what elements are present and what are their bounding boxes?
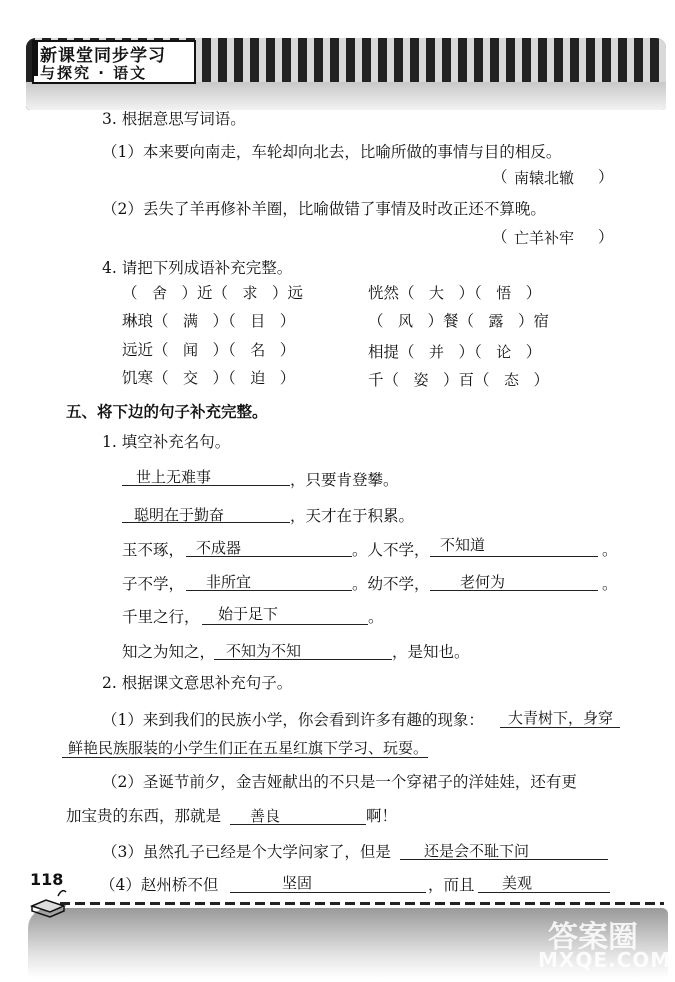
s5-l4-underline1	[186, 590, 352, 591]
s5-l3-underline2	[430, 556, 598, 557]
s5-l2-underline	[122, 522, 290, 523]
s5-l5-pre: 千里之行，	[122, 608, 200, 626]
s5-l2-answer: 聪明在于勤奋	[134, 506, 225, 524]
q3-item1-rparen: ）	[598, 168, 614, 186]
q4-title: 4. 请把下列成语补充完整。	[102, 259, 293, 277]
brand-title: 新课堂同步学习	[40, 46, 166, 66]
s5-l4-pre: 子不学，	[122, 575, 185, 593]
s5-l3-end: 。	[602, 541, 618, 559]
s5-q2-p3-text: （3）虽然孔子已经是个大学问家了，但是	[102, 843, 391, 861]
q3-title: 3. 根据意思写词语。	[102, 110, 246, 128]
s5-l1-answer: 世上无难事	[136, 468, 212, 486]
s5-q2-title: 2. 根据课文意思补充句子。	[102, 674, 293, 692]
s5-q2-p3-underline	[400, 859, 608, 860]
q3-item2-rparen: ）	[598, 228, 614, 246]
brand-subtitle: 与探究 · 语文	[40, 64, 148, 82]
s5-l4-a1: 非所宜	[206, 573, 252, 591]
s5-q2-p4-text: （4）赵州桥不但	[100, 876, 219, 894]
s5-q2-p2-text2: 加宝贵的东西，那就是	[66, 807, 222, 825]
s5-l3-a1: 不成器	[196, 539, 242, 557]
q3-item1-prompt: （1）本来要向南走，车轮却向北去，比喻所做的事情与目的相反。	[102, 143, 562, 161]
header-shade	[26, 82, 666, 110]
s5-l6-underline	[214, 659, 392, 660]
brand-bracket	[34, 42, 38, 76]
q3-item1-answer: 南辕北辙	[514, 169, 575, 187]
s5-q2-p2-end: 啊！	[366, 807, 398, 825]
book-icon	[28, 884, 68, 920]
s5-q2-p1-underline2	[62, 757, 428, 758]
s5-l3-pre: 玉不琢，	[122, 541, 185, 559]
s5-l4-mid: 。幼不学，	[352, 575, 430, 593]
s5-l6-a1: 不知为不知	[226, 642, 302, 660]
idiom-3: 琳琅（ 满 ）（ 目 ）	[122, 312, 296, 330]
idiom-7: 饥寒（ 交 ）（ 迫 ）	[122, 369, 296, 387]
s5-l6-end: ，是知也。	[392, 643, 470, 661]
idiom-4: （ 风 ）餐（ 露 ）宿	[368, 312, 550, 330]
s5-l5-end: 。	[368, 608, 384, 626]
s5-q2-p1-underline1	[500, 727, 620, 728]
s5-l4-underline2	[430, 590, 598, 591]
s5-l6-pre: 知之为知之，	[122, 643, 216, 661]
footer-dashed-line	[60, 902, 664, 905]
s5-q2-p1-text: （1）来到我们的民族小学，你会看到许多有趣的现象：	[102, 711, 484, 729]
s5-q2-p4-a1: 坚固	[282, 874, 313, 892]
section5-title: 五、将下边的句子补充完整。	[66, 403, 268, 421]
s5-l4-end: 。	[602, 575, 618, 593]
s5-q2-p2-text1: （2）圣诞节前夕，金吉娅献出的不只是一个穿裙子的洋娃娃，还有更	[102, 773, 577, 791]
s5-q1-title: 1. 填空补充名句。	[102, 433, 231, 451]
s5-l1-underline	[122, 485, 290, 486]
s5-q2-p3-a1: 还是会不耻下问	[424, 842, 530, 860]
q3-item2-prompt: （2）丢失了羊再修补羊圈，比喻做错了事情及时改正还不算晚。	[102, 200, 546, 218]
s5-l4-a2: 老何为	[460, 573, 506, 591]
idiom-2: 恍然（ 大 ）（ 悟 ）	[368, 284, 542, 302]
q3-item2-lparen: （	[492, 228, 508, 246]
q3-item1-lparen: （	[492, 168, 508, 186]
idiom-5: 远近（ 闻 ）（ 名 ）	[122, 341, 296, 359]
s5-l5-a1: 始于足下	[218, 605, 279, 623]
s5-q2-p4-underline1	[230, 892, 426, 893]
idiom-8: 千（ 姿 ）百（ 态 ）	[368, 371, 550, 389]
s5-q2-p4-a2: 美观	[502, 874, 533, 892]
s5-l5-underline	[202, 624, 368, 625]
watermark-url: MXQE.COM	[538, 948, 672, 972]
idiom-6: 相提（ 并 ）（ 论 ）	[368, 343, 542, 361]
watermark-logo: 答案圈	[548, 920, 638, 955]
s5-q2-p2-underline	[230, 824, 366, 825]
s5-l2-text: ，天才在于积累。	[290, 507, 415, 525]
s5-q2-p1-a2: 鲜艳民族服装的小学生们正在五星红旗下学习、玩耍。	[68, 739, 429, 757]
s5-l3-a2: 不知道	[440, 536, 486, 554]
page-number: 118	[30, 870, 64, 889]
s5-q2-p4-underline2	[478, 892, 610, 893]
s5-q2-p1-a1: 大青树下，身穿	[508, 709, 614, 727]
idiom-1: （ 舍 ）近（ 求 ）远	[122, 284, 304, 302]
q3-item2-answer: 亡羊补牢	[514, 229, 575, 247]
s5-l3-underline1	[186, 556, 352, 557]
s5-l1-text: ，只要肯登攀。	[290, 471, 399, 489]
s5-q2-p2-a1: 善良	[250, 807, 281, 825]
s5-q2-p4-mid: ，而且	[428, 876, 475, 894]
s5-l3-mid: 。人不学，	[352, 541, 430, 559]
